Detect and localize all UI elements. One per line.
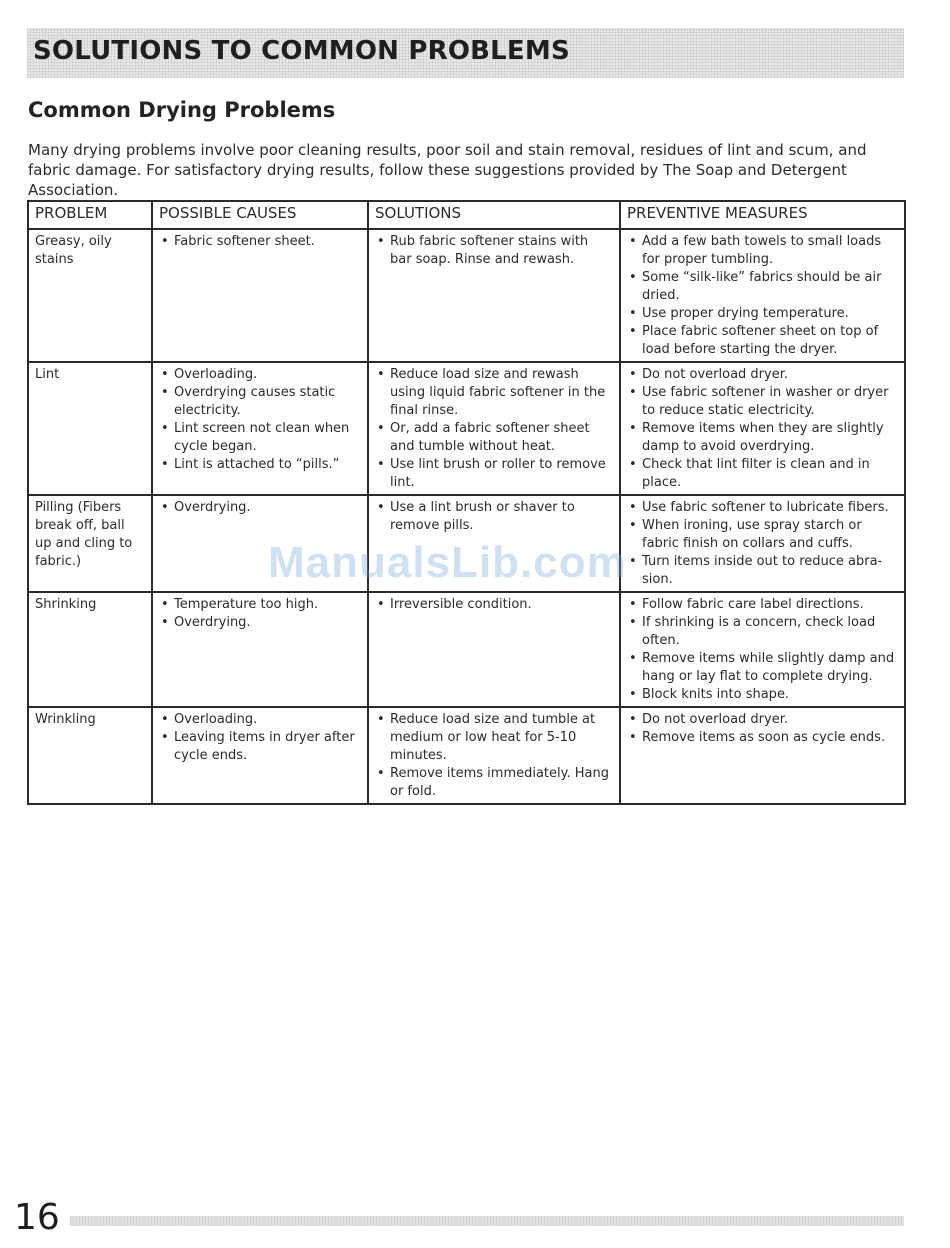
column-header-problem: PROBLEM [28, 201, 152, 229]
bullet-list [159, 233, 361, 251]
list-item: • Remove items immediately. Hang or fold. [375, 765, 613, 801]
column-header-measures: PREVENTIVE MEASURES [620, 201, 905, 229]
list-item: • Turn items inside out to reduce abra-sion. [627, 553, 898, 589]
bullet-list [627, 366, 898, 492]
page-number: 16 [14, 1197, 60, 1238]
list-item: • Irreversible condition. [375, 596, 613, 614]
list-item: • Follow fabric care label directions. [627, 596, 898, 614]
watermark: ManualsLib.com [268, 538, 627, 587]
table-row [28, 229, 905, 362]
list-item: • Use fabric softener in washer or dryer to reduce static electricity. [627, 384, 898, 420]
solutions-cell [368, 495, 620, 592]
causes-cell [152, 495, 368, 592]
table-row [28, 592, 905, 707]
causes-cell [152, 707, 368, 804]
measures-cell [620, 592, 905, 707]
column-header-solutions: SOLUTIONS [368, 201, 620, 229]
list-item: • Do not overload dryer. [627, 366, 898, 384]
list-item: • Remove items when they are slightly damp to avoid overdrying. [627, 420, 898, 456]
list-item: • Use lint brush or roller to remove lint. [375, 456, 613, 492]
measures-cell [620, 707, 905, 804]
problem-cell: Lint [28, 362, 152, 495]
list-item: • Reduce load size and rewash using liquid fabric softener in the final rinse. [375, 366, 613, 420]
measures-cell [620, 362, 905, 495]
column-header-causes: POSSIBLE CAUSES [152, 201, 368, 229]
intro-paragraph: Many drying problems involve poor cleaning results, poor soil and stain removal, residues of lint and scum, and fabric damage. For satisfactory drying results, follow these suggestions provided by The Soap and Detergent Association. [28, 141, 867, 199]
measures-cell [620, 229, 905, 362]
list-item: • Block knits into shape. [627, 686, 898, 704]
list-item: • Fabric softener sheet. [159, 233, 361, 251]
bullet-list [627, 499, 898, 589]
list-item: • When ironing, use spray starch or fabric finish on collars and cuffs. [627, 517, 898, 553]
table-header-row [28, 201, 905, 229]
list-item: • Overdrying causes static electricity. [159, 384, 361, 420]
table-body [28, 229, 905, 804]
problem-cell: Pilling (Fibers break off, ball up and cling to fabric.) [28, 495, 152, 592]
header-banner [27, 28, 904, 78]
list-item: • Use fabric softener to lubricate fibers. [627, 499, 898, 517]
list-item: • Rub fabric softener stains with bar soap. Rinse and rewash. [375, 233, 613, 269]
measures-cell [620, 495, 905, 592]
list-item: • Overloading. [159, 366, 361, 384]
list-item: • Some “silk-like” fabrics should be air dried. [627, 269, 898, 305]
bullet-list [627, 233, 898, 359]
list-item: • Place fabric softener sheet on top of load before starting the dryer. [627, 323, 898, 359]
list-item: • Use proper drying temperature. [627, 305, 898, 323]
problem-cell: Shrinking [28, 592, 152, 707]
list-item: • If shrinking is a concern, check load often. [627, 614, 898, 650]
bullet-list [375, 233, 613, 269]
solutions-cell [368, 229, 620, 362]
bullet-list [159, 366, 361, 474]
list-item: • Check that lint filter is clean and in place. [627, 456, 898, 492]
table-row [28, 362, 905, 495]
causes-cell [152, 229, 368, 362]
bullet-list [627, 711, 898, 747]
list-item: • Overloading. [159, 711, 361, 729]
page-title: SOLUTIONS TO COMMON PROBLEMS [33, 36, 570, 66]
list-item: • Overdrying. [159, 614, 361, 632]
solutions-cell [368, 707, 620, 804]
bullet-list [375, 366, 613, 492]
list-item: • Reduce load size and tumble at medium or low heat for 5-10 minutes. [375, 711, 613, 765]
list-item: • Remove items while slightly damp and hang or lay flat to complete drying. [627, 650, 898, 686]
problem-cell: Greasy, oily stains [28, 229, 152, 362]
list-item: • Leaving items in dryer after cycle ends. [159, 729, 361, 765]
list-item: • Overdrying. [159, 499, 361, 517]
causes-cell [152, 362, 368, 495]
section-title: Common Drying Problems [28, 98, 336, 122]
causes-cell [152, 592, 368, 707]
problem-cell: Wrinkling [28, 707, 152, 804]
bullet-list [627, 596, 898, 704]
footer-band [70, 1216, 904, 1226]
list-item: • Do not overload dryer. [627, 711, 898, 729]
list-item: • Lint screen not clean when cycle began. [159, 420, 361, 456]
list-item: • Temperature too high. [159, 596, 361, 614]
bullet-list [159, 596, 361, 632]
list-item: • Lint is attached to “pills.” [159, 456, 361, 474]
table-row [28, 707, 905, 804]
solutions-cell [368, 362, 620, 495]
bullet-list [375, 499, 613, 535]
drying-problems-table [27, 200, 906, 805]
table-row [28, 495, 905, 592]
list-item: • Remove items as soon as cycle ends. [627, 729, 898, 747]
bullet-list [159, 499, 361, 517]
list-item: • Use a lint brush or shaver to remove pills. [375, 499, 613, 535]
bullet-list [375, 711, 613, 801]
list-item: • Add a few bath towels to small loads for proper tumbling. [627, 233, 898, 269]
list-item: • Or, add a fabric softener sheet and tumble without heat. [375, 420, 613, 456]
solutions-cell [368, 592, 620, 707]
bullet-list [375, 596, 613, 614]
bullet-list [159, 711, 361, 765]
